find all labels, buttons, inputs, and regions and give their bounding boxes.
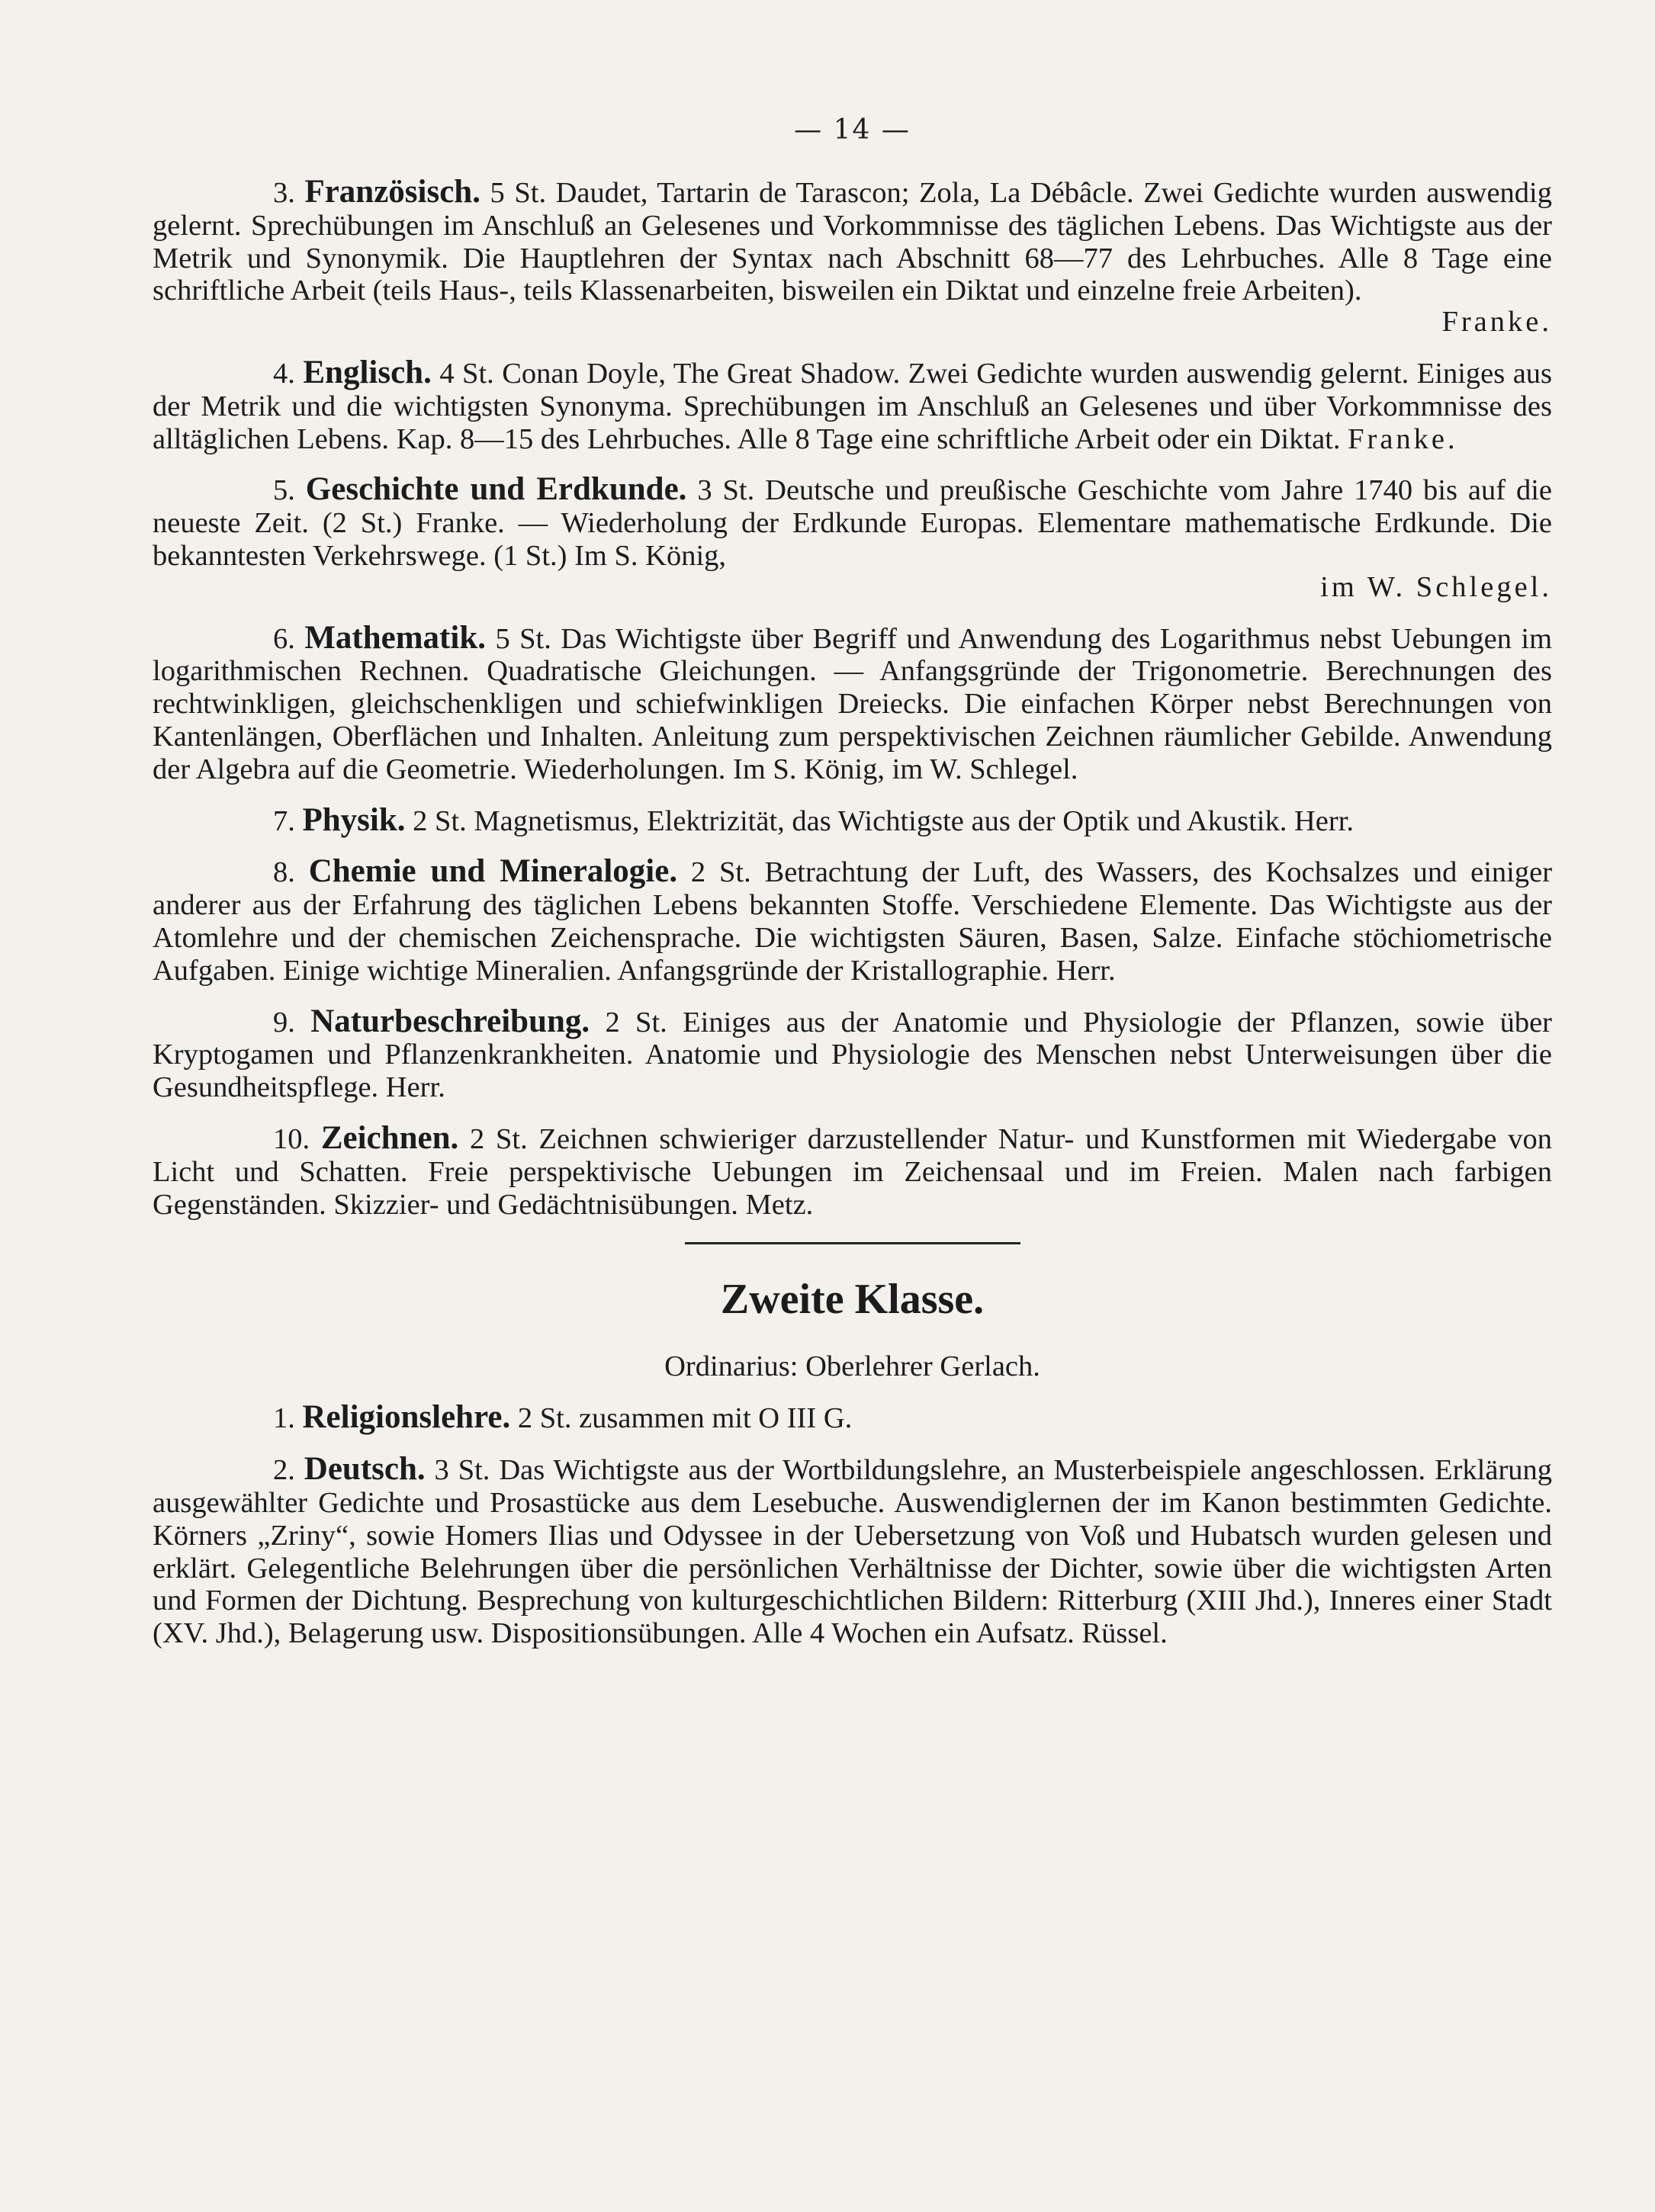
entry-number: 7. bbox=[273, 804, 295, 837]
entry-subject: Physik. bbox=[302, 801, 406, 838]
entry-text: 5 St. Das Wichtigste über Begriff und Anwendung des Logarithmus nebst Uebungen im logarithmischen Rechnen. Quadratische Gleichungen. — Anfangsgründe der Trigonometrie. Berechnungen des rechtwinkligen, gleichschenkligen und schiefwinkligen Dreiecks. Die einfachen Körper nebst Berechnungen von Kantenlängen, Oberflächen und Inhalten. Anleitung zum perspektivischen Zeichnen räumlicher Gebilde. Anwendung der Algebra auf die Geometrie. Wiederholungen. Im S. König, im W. Schlegel. bbox=[153, 622, 1553, 785]
entry-text: 5 St. Daudet, Tartarin de Tarascon; Zola, La Débâcle. Zwei Gedichte wurden auswendig gelernt. Sprechübungen im Anschluß an Gelesenes und Vorkommnisse des täglichen Lebens. Das Wichtigste aus der Metrik und Synonymik. Die Hauptlehren der Syntax nach Abschnitt 68—77 des Lehrbuches. Alle 8 Tage eine schriftliche Arbeit (teils Haus-, teils Klassenarbeiten, bisweilen ein Diktat und einzelne freie Arbeiten). bbox=[153, 177, 1553, 307]
page-number: — 14 — bbox=[794, 114, 911, 146]
section-title: Zweite Klasse. bbox=[720, 1276, 985, 1324]
entry-subject: Chemie und Mineralogie. bbox=[308, 853, 678, 890]
entry-zeichnen bbox=[153, 1119, 1552, 1221]
entry-teacher: im W. Schlegel. bbox=[1320, 570, 1552, 603]
entry-englisch bbox=[153, 354, 1553, 455]
entry-number: 3. bbox=[273, 177, 295, 209]
entry-physik bbox=[153, 801, 1552, 838]
entry-subject: Zeichnen. bbox=[320, 1119, 459, 1156]
entry-number: 8. bbox=[273, 856, 295, 889]
entry-subject: Deutsch. bbox=[304, 1451, 426, 1488]
entry-subject: Religionslehre. bbox=[302, 1399, 511, 1436]
entry-naturbeschreibung bbox=[153, 1003, 1552, 1104]
entry-number: 2. bbox=[273, 1454, 295, 1487]
entry-chemie-mineralogie bbox=[153, 853, 1553, 987]
entry-teacher: Franke. bbox=[1348, 422, 1458, 455]
entry-text: 4 St. Conan Doyle, The Great Shadow. Zwei Gedichte wurden auswendig gelernt. Einiges aus der Metrik und die wichtigsten Synonyma. Sprechübungen im Anschluß an Gelesenes und über Vorkommnisse des alltäglichen Lebens. Kap. 8—15 des Lehrbuches. Alle 8 Tage eine schriftliche Arbeit oder ein Diktat. bbox=[153, 357, 1553, 455]
ordinarius-line: Ordinarius: Oberlehrer Gerlach. bbox=[664, 1350, 1040, 1383]
entry-religionslehre bbox=[153, 1401, 1552, 1435]
entry-teacher: Franke. bbox=[1441, 306, 1552, 339]
section-divider bbox=[685, 1242, 1020, 1244]
entry-text: 2 St. Magnetismus, Elektrizität, das Wichtigste aus der Optik und Akustik. Herr. bbox=[413, 804, 1355, 837]
entry-deutsch bbox=[153, 1453, 1552, 1650]
entry-text: 3 St. Das Wichtigste aus der Wortbildungslehre, an Musterbeispiele angeschlossen. Erklärung ausgewählter Gedichte und Prosastücke aus dem Lesebuche. Auswendiglernen der im Kanon bestimmten Gedichte. Körners „Zriny“, sowie Homers Ilias und Odyssee in der Uebersetzung von Voß und Hubatsch wurden gelesen und erklärt. Gelegentliche Belehrungen über die persönlichen Verhältnisse der Dichter, sowie über die wichtigsten Arten und Formen der Dichtung. Besprechung von kulturgeschichtlichen Bildern: Ritterburg (XIII Jhd.), Inneres einer Stadt (XV. Jhd.), Belagerung usw. Dispositionsübungen. Alle 4 Wochen ein Aufsatz. Rüssel. bbox=[153, 1454, 1553, 1650]
entry-mathematik bbox=[153, 619, 1553, 786]
entry-number: 9. bbox=[273, 1006, 295, 1039]
entry-number: 6. bbox=[273, 622, 295, 655]
entry-number: 5. bbox=[273, 474, 295, 507]
entry-text: 2 St. Betrachtung der Luft, des Wassers, des Kochsalzes und einiger anderer aus der Erfahrung des täglichen Lebens bekannten Stoffe. Verschiedene Elemente. Das Wichtigste aus der Atomlehre und der chemischen Zeichensprache. Die wichtigsten Säuren, Basen, Salze. Einfache stöchiometrische Aufgaben. Einige wichtige Mineralien. Anfangsgründe der Kristallographie. Herr. bbox=[153, 856, 1553, 987]
entry-subject: Naturbeschreibung. bbox=[310, 1003, 590, 1039]
entry-subject: Französisch. bbox=[304, 174, 480, 210]
entry-number: 1. bbox=[273, 1402, 295, 1435]
entry-subject: Geschichte und Erdkunde. bbox=[305, 471, 687, 508]
entry-geschichte-erdkunde bbox=[153, 471, 1553, 603]
entry-text: 3 St. Deutsche und preußische Geschichte vom Jahre 1740 bis auf die neueste Zeit. (2 St.) Franke. — Wiederholung der Erdkunde Europas. Elementare mathematische Erdkunde. Die bekanntesten Verkehrswege. (1 St.) Im S. König, bbox=[153, 474, 1553, 572]
entry-text: 2 St. zusammen mit O III G. bbox=[517, 1402, 853, 1435]
entry-franzoesisch bbox=[153, 176, 1552, 339]
entry-number: 10. bbox=[273, 1122, 310, 1155]
entry-text: 2 St. Einiges aus der Anatomie und Physiologie der Pflanzen, sowie über Kryptogamen und Pflanzenkrankheiten. Anatomie und Physiologie des Menschen nebst Unterweisungen über die Gesundheitspflege. Herr. bbox=[153, 1006, 1552, 1104]
entry-number: 4. bbox=[273, 357, 295, 390]
entry-text: 2 St. Zeichnen schwieriger darzustellender Natur- und Kunstformen mit Wiedergabe von Licht und Schatten. Freie perspektivische Uebungen im Zeichensaal und im Freien. Malen nach farbigen Gegenständen. Skizzier- und Gedächtnisübungen. Metz. bbox=[153, 1122, 1552, 1221]
entry-subject: Englisch. bbox=[303, 354, 432, 390]
entry-subject: Mathematik. bbox=[304, 619, 486, 656]
